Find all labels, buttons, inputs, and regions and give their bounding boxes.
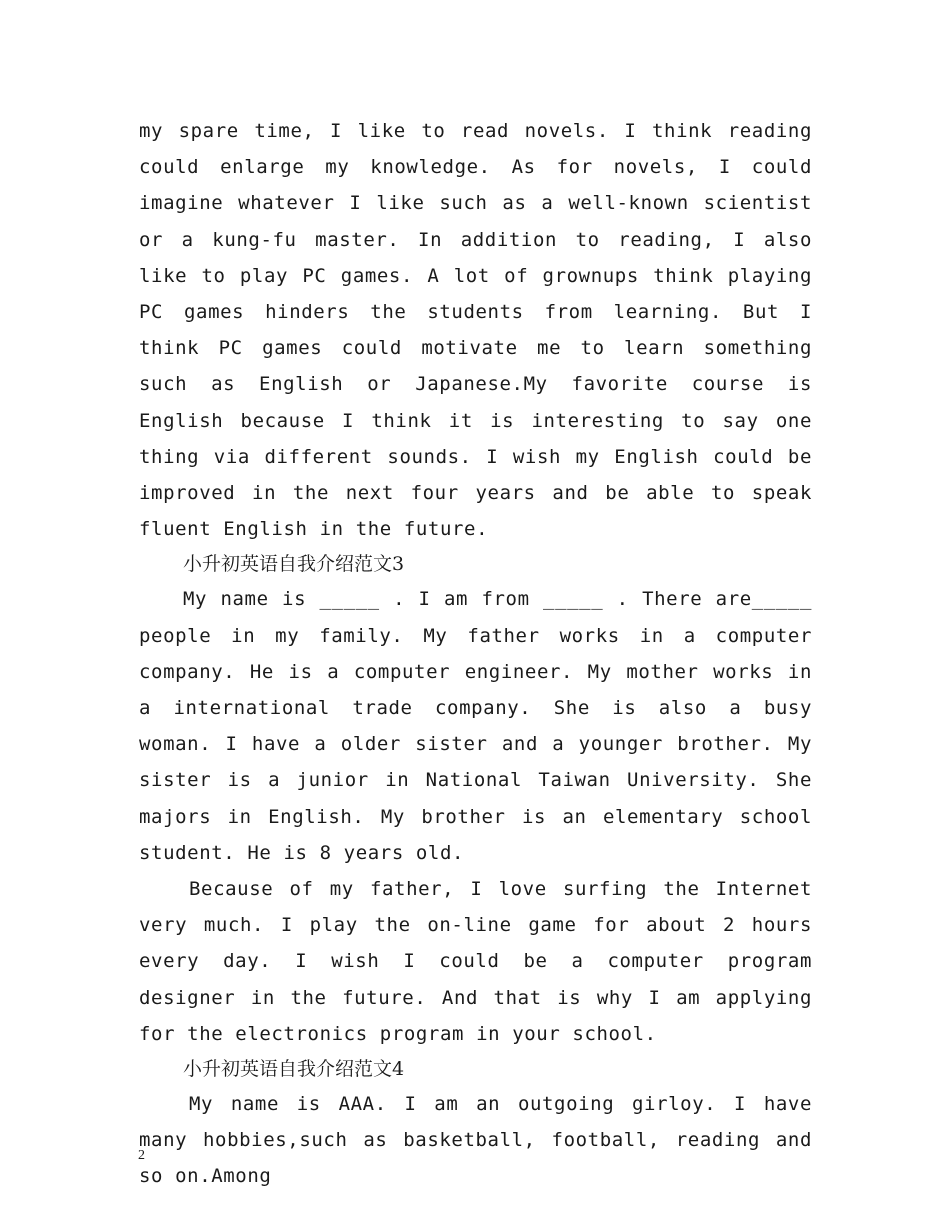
paragraph-outgoing-intro: My name is AAA. I am an outgoing girloy. I have many hobbies,such as basketball, football, reading and so on.Among bbox=[139, 1093, 812, 1188]
section-heading-sample-3: 小升初英语自我介绍范文3 bbox=[183, 553, 405, 576]
paragraph-internet-hobby: Because of my father, I love surfing the Internet very much. I play the on-line game for about 2 hours every day. I wish I could be a computer program designer in the future. And that is why I am applying for the electronics program in your school. bbox=[139, 878, 812, 1045]
paragraph-family-intro: My name is _____ . I am from _____ . There are_____ people in my family. My father works in a computer company. He is a computer engineer. My mother works in a international trade company. She is also a busy woman. I have a older sister and a younger brother. My sister is a junior in National Taiwan University. She majors in English. My brother is an elementary school student. He is 8 years old. bbox=[139, 588, 812, 864]
page-number: 2 bbox=[138, 1148, 145, 1163]
paragraph-hobbies-continued: my spare time, I like to read novels. I think reading could enlarge my knowledge. As for novels, I could imagine whatever I like such as a well-known scientist or a kung-fu master. In addition to reading, I also like to play PC games. A lot of grownups think playing PC games hinders the students from learning. But I think PC games could motivate me to learn something such as English or Japanese.My favorite course is English because I think it is interesting to say one thing via different sounds. I wish my English could be improved in the next four years and be able to speak fluent English in the future. bbox=[139, 120, 812, 541]
page-content bbox=[139, 113, 812, 1195]
section-heading-sample-4: 小升初英语自我介绍范文4 bbox=[183, 1058, 405, 1081]
